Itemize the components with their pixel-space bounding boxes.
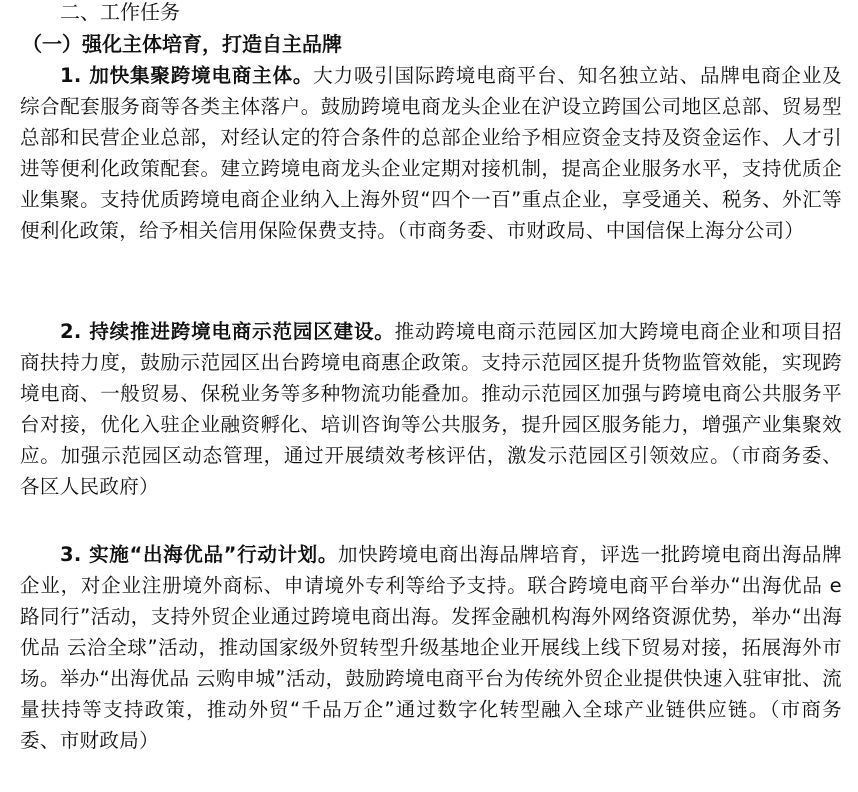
paragraph-3-lead: 3. 实施“出海优品”行动计划。 (60, 543, 339, 566)
section-heading: 二、工作任务 (60, 0, 180, 24)
paragraph-2-lead: 2. 持续推进跨境电商示范园区建设。 (60, 320, 395, 343)
paragraph-1-lead: 1. 加快集聚跨境电商主体。 (60, 64, 314, 87)
paragraph-2 (20, 316, 842, 502)
paragraph-3 (20, 539, 842, 756)
paragraph-1-body: 大力吸引国际跨境电商平台、知名独立站、品牌电商企业及综合配套服务商等各类主体落户。鼓励跨境电商龙头企业在沪设立跨国公司地区总部、贸易型总部和民营企业总部，对经认定的符合条件的总部企业给予相应资金支持及资金运作、人才引进等便利化政策配套。建立跨境电商龙头企业定期对接机制，提高企业服务水平，支持优质企业集聚。支持优质跨境电商企业纳入上海外贸“四个一百”重点企业，享受通关、税务、外汇等便利化政策，给予相关信用保险保费支持。（市商务委、市财政局、中国信保上海分公司） (20, 64, 842, 242)
paragraph-3-body: 加快跨境电商出海品牌培育，评选一批跨境电商出海品牌企业，对企业注册境外商标、申请境外专利等给予支持。联合跨境电商平台举办“出海优品 e路同行”活动，支持外贸企业通过跨境电商出海。发挥金融机构海外网络资源优势，举办“出海优品 云洽全球”活动，推动国家级外贸转型升级基地企业开展线上线下贸易对接，拓展海外市场。举办“出海优品 云购申城”活动，鼓励跨境电商平台为传统外贸企业提供快速入驻审批、流量扶持等支持政策，推动外贸“千品万企”通过数字化转型融入全球产业链供应链。（市商务委、市财政局） (20, 543, 842, 752)
paragraph-2-body: 推动跨境电商示范园区加大跨境电商企业和项目招商扶持力度，鼓励示范园区出台跨境电商惠企政策。支持示范园区提升货物监管效能，实现跨境电商、一般贸易、保税业务等多种物流功能叠加。推动示范园区加强与跨境电商公共服务平台对接，优化入驻企业融资孵化、培训咨询等公共服务，提升园区服务能力，增强产业集聚效应。加强示范园区动态管理，通过开展绩效考核评估，激发示范园区引领效应。（市商务委、各区人民政府） (20, 320, 842, 498)
sub-heading: （一）强化主体培育，打造自主品牌 (22, 32, 342, 56)
paragraph-1 (20, 60, 842, 246)
